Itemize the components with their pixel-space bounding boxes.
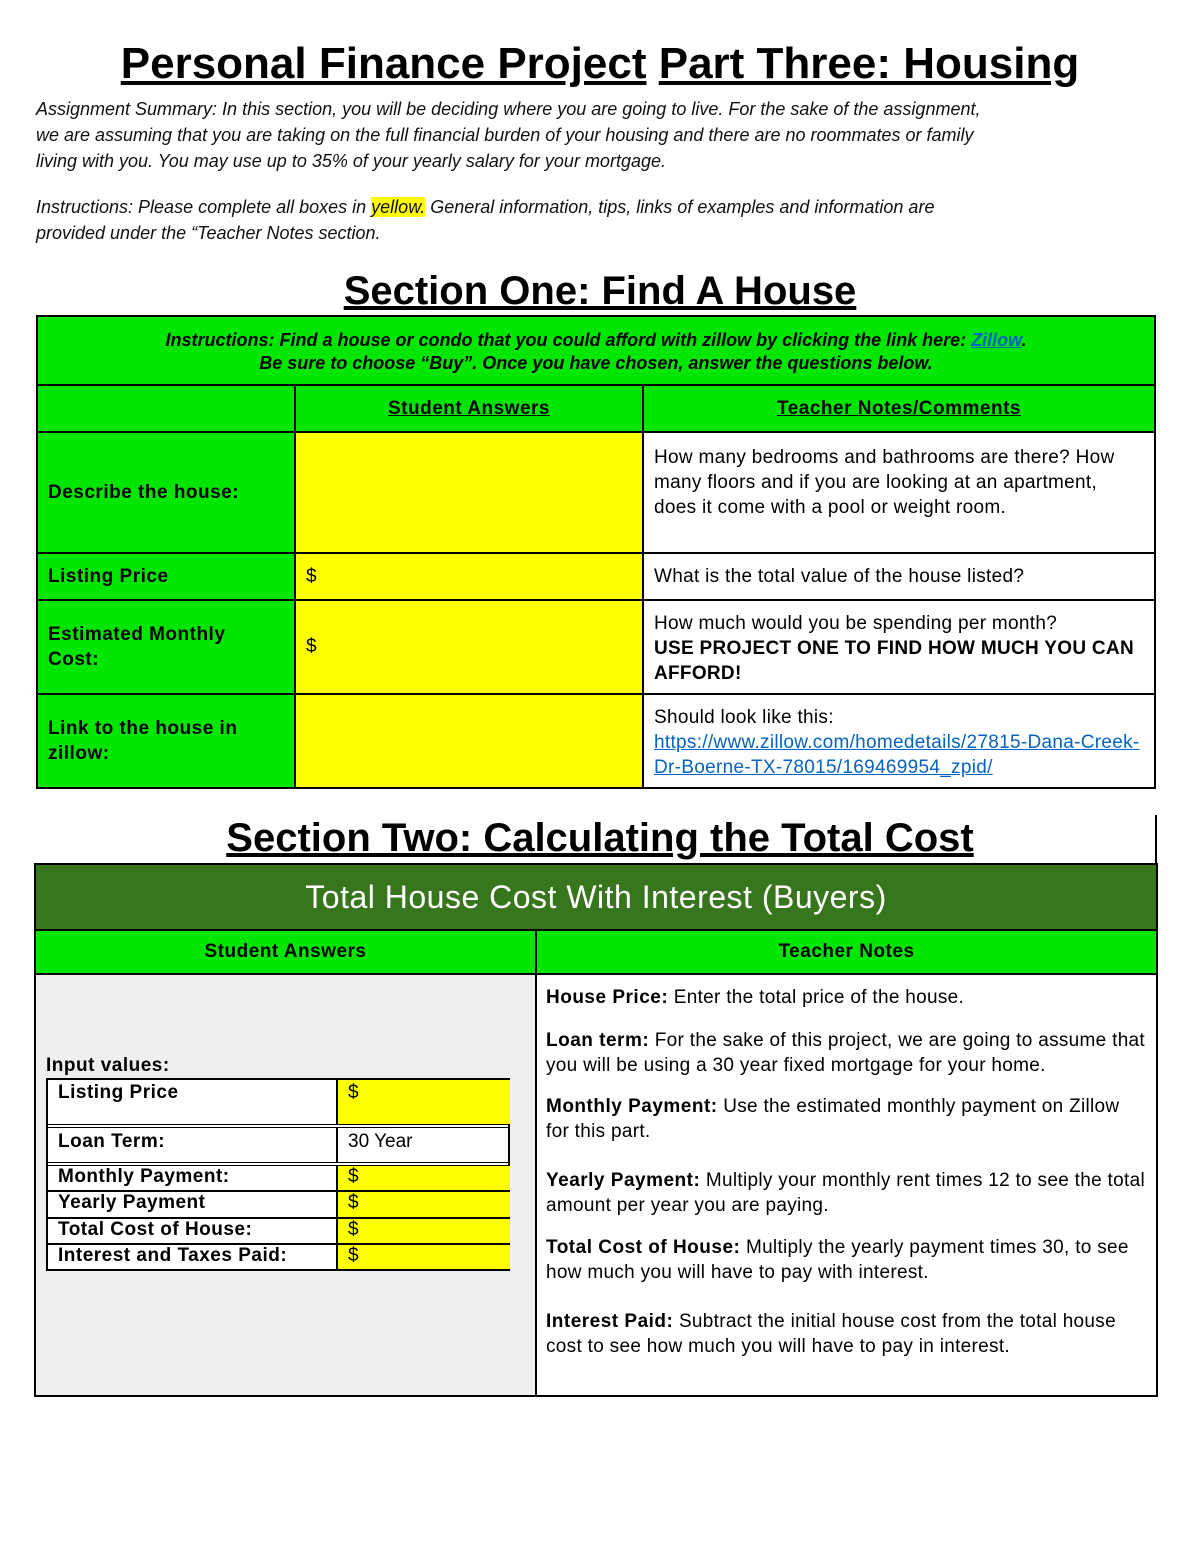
input-label: Loan Term: [58,1131,166,1152]
header-blank-cell [38,384,294,431]
note-loan-term [546,1028,1146,1078]
input-label: Total Cost of House: [58,1219,253,1240]
note-yearly-payment [546,1168,1146,1218]
describe-house-note: How many bedrooms and bathrooms are there? How many floors and if you are looking at an apartment, does it come with a pool or weight room. [642,431,1154,552]
input-row-monthly-payment [48,1162,510,1190]
describe-house-answer[interactable] [294,431,642,552]
input-value[interactable]: $ [336,1192,510,1217]
section-one-instructions [38,317,1154,384]
input-value[interactable]: $ [336,1245,510,1269]
instruction-line-1-end: . [1021,330,1027,350]
instruction-line-2: Be sure to choose “Buy”. Once you have chosen, answer the questions below. [259,353,933,373]
instructions-highlight: yellow. [371,197,426,217]
note-term: House Price: [546,987,669,1008]
input-label: Yearly Payment [58,1192,206,1213]
monthly-cost-answer[interactable]: $ [294,599,642,693]
assignment-summary: Assignment Summary: In this section, you will be deciding where you are going to live. For the sake of the assignment, we are assuming that you are taking on the full financial burden of your housing and there are no roommates or family living with you. You may use up to 35% of your yearly salary for your mortgage. [36,99,981,171]
zillow-link-answer[interactable] [294,693,642,787]
input-value[interactable]: $ [336,1166,510,1190]
input-label: Listing Price [58,1082,179,1103]
note-term: Total Cost of House: [546,1237,741,1258]
title-part-2: Part Three: Housing [658,39,1080,88]
note-text: For the sake of this project, we are going to assume that you will be using a 30 year fixed mortgage for your home. [546,1030,1146,1076]
zillow-link-note [642,693,1154,787]
input-values-table [46,1078,510,1271]
note-text: Multiply the yearly payment times 30, to see how much you will have to pay with interest. [546,1237,1129,1283]
student-answers-header-2: Student Answers [36,929,535,973]
zillow-link[interactable]: Zillow [971,330,1022,350]
note-term: Yearly Payment: [546,1170,701,1191]
teacher-notes-header-2: Teacher Notes [535,929,1156,973]
monthly-cost-note [642,599,1154,693]
teacher-notes-panel [535,973,1156,1395]
input-values-label: Input values: [46,1055,170,1076]
note-interest-paid [546,1309,1146,1359]
example-zillow-link[interactable]: https://www.zillow.com/homedetails/27815-Dana-Creek-Dr-Boerne-TX-78015/169469954_zpid/ [654,732,1140,778]
input-row-yearly-payment [48,1190,510,1217]
section-two-title: Section Two: Calculating the Total Cost [226,816,974,860]
listing-price-label: Listing Price [38,552,294,599]
note-monthly-payment [546,1094,1146,1144]
input-value[interactable]: 30 Year [336,1128,510,1162]
listing-price-answer[interactable]: $ [294,552,642,599]
monthly-cost-note-bold: USE PROJECT ONE TO FIND HOW MUCH YOU CAN AFFORD! [654,638,1134,684]
student-answers-header: Student Answers [294,384,642,431]
input-label: Monthly Payment: [58,1166,230,1187]
section-two-edge-line [1155,815,1157,865]
note-text: Multiply your monthly rent times 12 to see the total amount per year you are paying. [546,1170,1145,1216]
listing-price-note: What is the total value of the house listed? [642,552,1154,599]
input-label: Interest and Taxes Paid: [58,1245,288,1266]
note-text: Enter the total price of the house. [668,987,965,1008]
instruction-line-1: Instructions: Find a house or condo that you could afford with zillow by clicking the link here: [165,330,972,350]
monthly-cost-label: Estimated Monthly Cost: [38,599,294,693]
note-total-cost [546,1235,1146,1285]
note-text: Use the estimated monthly payment on Zillow for this part. [546,1096,1120,1142]
page-title [0,38,1200,90]
describe-house-label: Describe the house: [38,431,294,552]
note-term: Interest Paid: [546,1311,674,1332]
student-input-panel [36,973,535,1395]
monthly-cost-note-text: How much would you be spending per month? [654,613,1058,634]
teacher-notes-header: Teacher Notes/Comments [642,384,1154,431]
note-text: Subtract the initial house cost from the total house cost to see how much you will have to pay in interest. [546,1311,1116,1357]
section-one-table [36,315,1156,789]
note-term: Loan term: [546,1030,650,1051]
instructions-after: General information, tips, links of examples and information are provided under the “Teacher Notes section. [36,197,935,243]
input-row-loan-term [48,1124,510,1162]
input-row-total-cost [48,1217,510,1243]
input-value[interactable]: $ [336,1080,510,1124]
title-part-1: Personal Finance Project [120,39,647,88]
instructions [36,194,996,246]
zillow-link-note-text: Should look like this: [654,707,834,728]
input-row-interest-paid [48,1243,510,1269]
zillow-link-label: Link to the house in zillow: [38,693,294,787]
section-two-table [34,863,1158,1397]
section-two-banner: Total House Cost With Interest (Buyers) [36,865,1156,929]
input-value[interactable]: $ [336,1219,510,1243]
input-row-listing-price [48,1080,510,1124]
note-house-price [546,985,1146,1010]
instructions-before: Instructions: Please complete all boxes in [36,197,372,217]
section-one-title: Section One: Find A House [343,269,857,313]
note-term: Monthly Payment: [546,1096,718,1117]
